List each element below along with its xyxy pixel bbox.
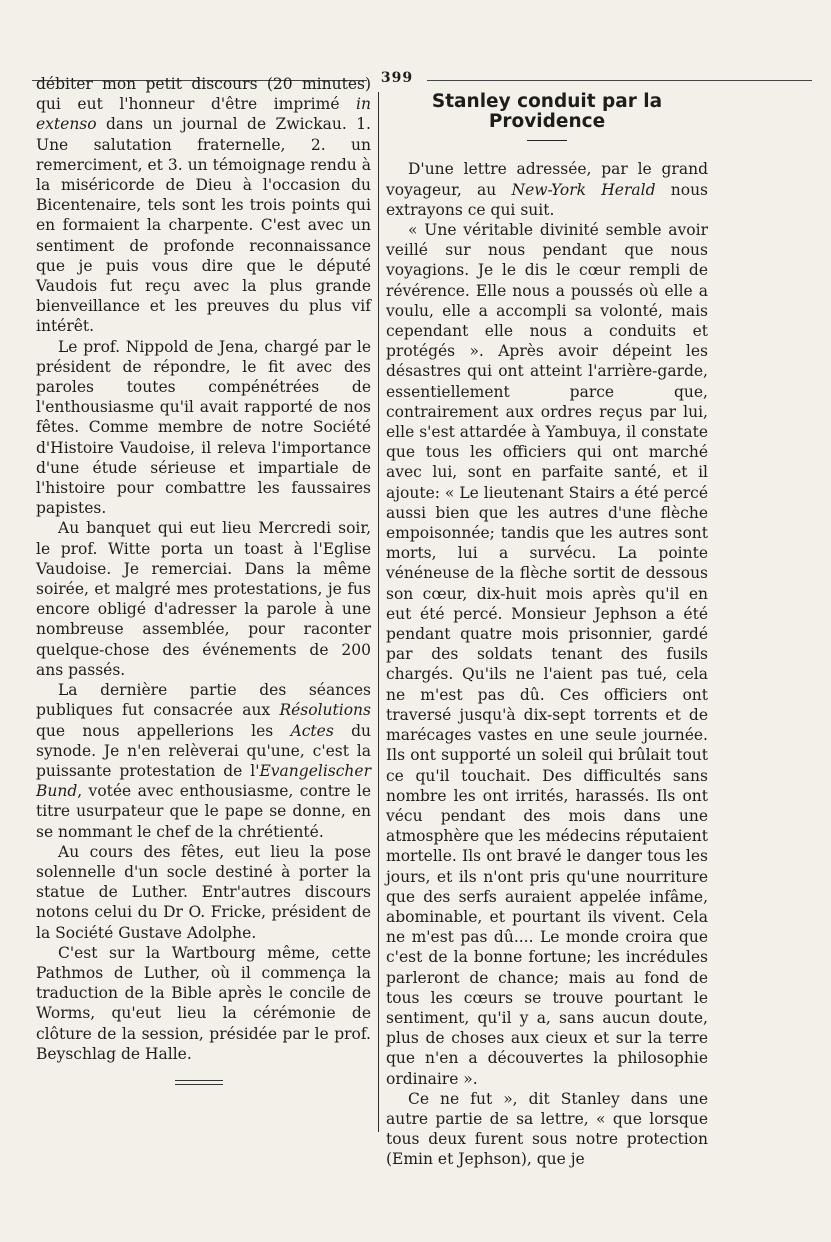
paragraph xyxy=(36,842,371,943)
paragraph xyxy=(36,943,371,1064)
italic-text: Evangelischer Bund xyxy=(36,761,371,801)
text-run: , votée avec enthousiasme, contre le titre usurpateur que le pape se donne, en se nommant le chef de la chrétienté. xyxy=(36,782,371,841)
paragraph xyxy=(386,1089,708,1170)
header-rule-right xyxy=(427,80,812,81)
text-run: du synode. Je n'en relèverai qu'une, c'est la puissante protestation de l' xyxy=(36,721,371,780)
text-run: La dernière partie des séances publiques fut consacrée aux xyxy=(36,681,371,720)
text-run: Au cours des fêtes, eut lieu la pose solennelle d'un socle destiné à porter la statue de Luther. Entr'autres discours notons celui du Dr O. Fricke, président de la Société Gustave Adolphe. xyxy=(36,842,371,942)
text-run: Ce ne fut », dit Stanley dans une autre partie de sa lettre, « que lorsque tous deux furent sous notre protection (Emin et Jephson), que je xyxy=(386,1089,708,1169)
column-divider xyxy=(378,92,379,1132)
italic-text: Résolutions xyxy=(279,701,371,720)
text-run: D'une lettre adressée, par le grand voyageur, au xyxy=(386,160,708,199)
left-column xyxy=(36,74,371,1064)
text-run: dans un journal de Zwickau. 1. Une salutation fraternelle, 2. un remerciment, et 3. un témoignage rendu à la miséricorde de Dieu à l'occasion du Bicentenaire, tels sont les trois points qui en formaient la charpente. C'est avec un sentiment de profonde reconnaissance que je puis vous dire que le député Vaudois fut reçu avec la plus grande bienveillance et les preuves du plus vif intérêt. xyxy=(36,115,371,336)
right-paragraphs xyxy=(386,159,708,1169)
text-run: débiter mon petit discours (20 minutes) qui eut l'honneur d'être imprimé xyxy=(36,75,371,114)
paragraph xyxy=(36,518,371,680)
section-separator xyxy=(175,1080,223,1088)
page-number: 399 xyxy=(380,70,414,86)
italic-text: Actes xyxy=(290,721,334,740)
title-dash xyxy=(527,140,567,141)
text-run: « Une véritable divinité semble avoir veillé sur nous pendant que nous voyagions. Je le dis le cœur rempli de révérence. Elle nous a poussés où elle a voulu, elle a accompli sa volonté, mais cependant elle nous a conduits et protégés ». Après avoir dépeint les désastres qui ont atteint l'arrière-garde, essentiellement parce que, contrairement aux ordres reçus par lui, elle s'est attardée à Yambuya, il constate que tous les officiers qui ont marché avec lui, sont en parfaite santé, et il ajoute: « Le lieutenant Stairs a été percé aussi bien que les autres d'une flèche empoisonnée; tandis que les autres sont morts, lui a survécu. La pointe vénéneuse de la flèche sortit de dessous son cœur, dix-huit mois après qu'il en eut été percé. Monsieur Jephson a été pendant quatre mois prisonnier, gardé par des soldats tenant des fusils chargés. Qu'ils ne l'aient pas tué, cela ne m'est pas dû. Ces officiers ont traversé jusqu'à dix-sept torrents et de marécages vastes en une seule journée. Ils ont supporté un soleil qui brûlait tout ce qu'il touchait. Des difficultés sans nombre les ont irrités, harassés. Ils ont vécu pendant des mois dans une atmosphère que les médecins réputaient mortelle. Ils ont bravé le danger tous les jours, et ils n'ont pris qu'une nourriture que des serfs auraient appelée infâme, abominable, et pourtant ils vivent. Cela ne m'est pas dû.... Le monde croira que c'est de la bonne fortune; les incrédules parleront de chance; mais au fond de tous les cœurs se trouve pourtant le sentiment, qu'il y a, sans aucun doute, plus de choses aux cieux et sur la terre que n'en a découvertes la philosophie ordinaire ». xyxy=(386,221,708,1088)
text-run: Le prof. Nippold de Jena, chargé par le président de répondre, le fit avec des paroles toutes compénétrées de l'enthousiasme qu'il avait rapporté de nos fêtes. Comme membre de notre Société d'Histoire Vaudoise, il releva l'importance d'une étude sérieuse et impartiale de l'histoire pour combattre les faussaires papistes. xyxy=(36,337,371,518)
paragraph xyxy=(386,159,708,220)
italic-text: New-York Herald xyxy=(511,180,656,199)
paragraph xyxy=(36,680,371,842)
paragraph xyxy=(36,337,371,519)
text-run: que nous appellerions les xyxy=(36,721,291,740)
text-run: nous extrayons ce qui suit. xyxy=(386,180,709,219)
italic-text: in extenso xyxy=(36,95,371,134)
text-run: C'est sur la Wartbourg même, cette Pathmos de Luther, où il commença la traduction de la Bible après le concile de Worms, qu'eut lieu la cérémonie de clôture de la session, présidée par le prof. Beyschlag de Halle. xyxy=(36,943,371,1063)
article-title: Stanley conduit par la Providence xyxy=(431,91,663,133)
paragraph xyxy=(36,74,371,337)
paragraph xyxy=(386,220,708,1089)
text-run: Au banquet qui eut lieu Mercredi soir, le prof. Witte porta un toast à l'Eglise Vaudoise. Je remerciai. Dans la même soirée, et malgré mes protestations, je fus encore obligé d'adresser la parole à une nombreuse assemblée, pour raconter quelque-chose des événements de 200 ans passés. xyxy=(36,519,371,679)
right-column xyxy=(386,88,708,1170)
